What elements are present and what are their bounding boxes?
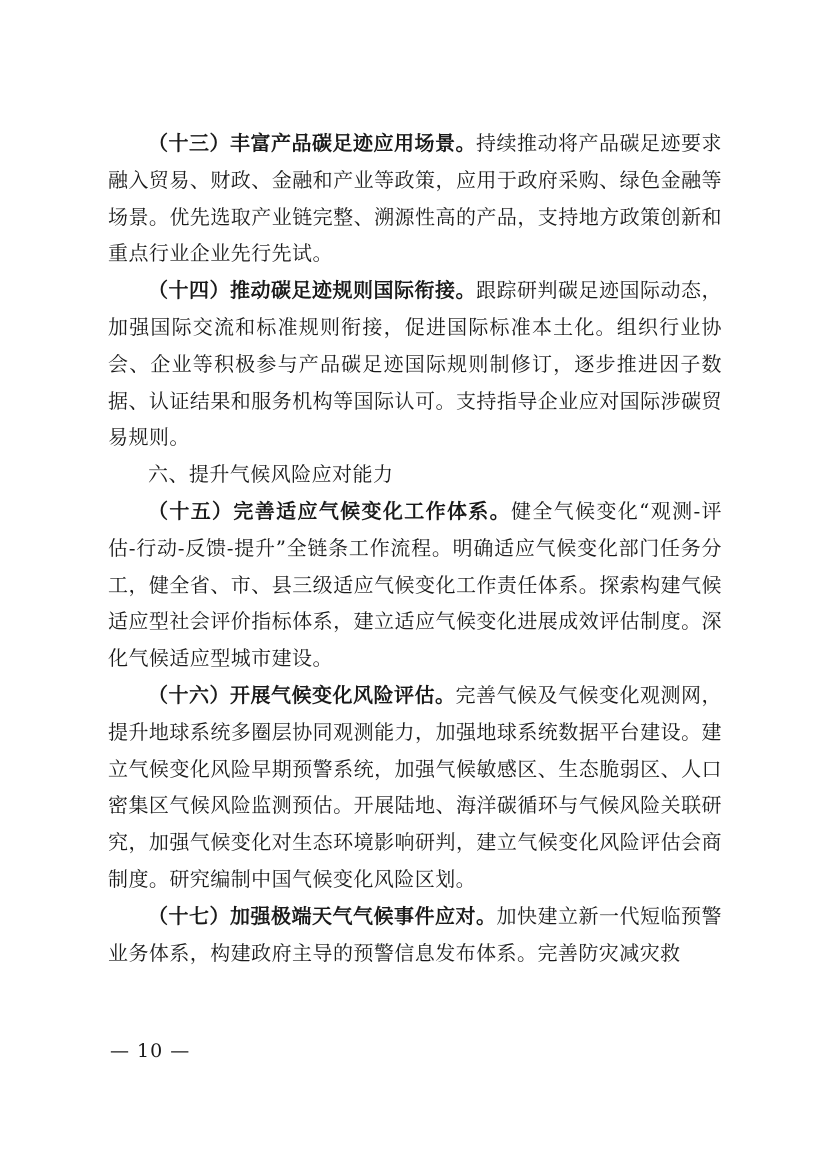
paragraph-17-lead: （十七）加强极端天气气候事件应对。 [148, 903, 497, 928]
paragraph-13-lead: （十三）丰富产品碳足迹应用场景。 [148, 131, 477, 155]
paragraph-15-text: 健全气候变化“观测-评估-行动-反馈-提升”全链条工作流程。明确适应气候变化部门任务分工，健全省、市、县三级适应气候变化工作责任体系。探索构建气候适应型社会评价指标体系，建立适应气候变化进展成效评估制度。深化气候适应型城市建设。 [108, 498, 723, 671]
document-body [108, 125, 722, 971]
paragraph-13-text: 持续推动将产品碳足迹要求融入贸易、财政、金融和产业等政策，应用于政府采购、绿色金融等场景。优先选取产业链完整、溯源性高的产品，支持地方政策创新和重点行业企业先行先试。 [108, 131, 722, 266]
paragraph-14-lead: （十四）推动碳足迹规则国际衔接。 [148, 278, 477, 303]
section-heading-six: 六、提升气候风险应对能力 [148, 462, 394, 487]
paragraph-15-lead: （十五）完善适应气候变化工作体系。 [148, 498, 512, 523]
paragraph-14-text: 跟踪研判碳足迹国际动态，加强国际交流和标准规则衔接，促进国际标准本土化。组织行业协会、企业等积极参与产品碳足迹国际规则制修订，逐步推进因子数据、认证结果和服务机构等国际认可。支持指导企业应对国际涉碳贸易规则。 [108, 278, 722, 450]
paragraph-13 [108, 125, 722, 272]
paragraph-17-text: 加快建立新一代短临预警业务体系，构建政府主导的预警信息发布体系。完善防灾减灾救 [108, 903, 722, 965]
paragraph-16-text: 完善气候及气候变化观测网，提升地球系统多圈层协同观测能力，加强地球系统数据平台建设。建立气候变化风险早期预警系统，加强气候敏感区、生态脆弱区、人口密集区气候风险监测预估。开展陆地、海洋碳循环与气候风险关联研究，加强气候变化对生态环境影响研判，建立气候变化风险评估会商制度。研究编制中国气候变化风险区划。 [108, 682, 722, 891]
paragraph-16 [108, 677, 722, 898]
paragraph-17 [108, 898, 722, 972]
page-number: — 10 — [110, 1040, 191, 1062]
paragraph-14 [108, 272, 722, 456]
paragraph-15 [108, 493, 722, 677]
paragraph-16-lead: （十六）开展气候变化风险评估。 [148, 682, 456, 707]
